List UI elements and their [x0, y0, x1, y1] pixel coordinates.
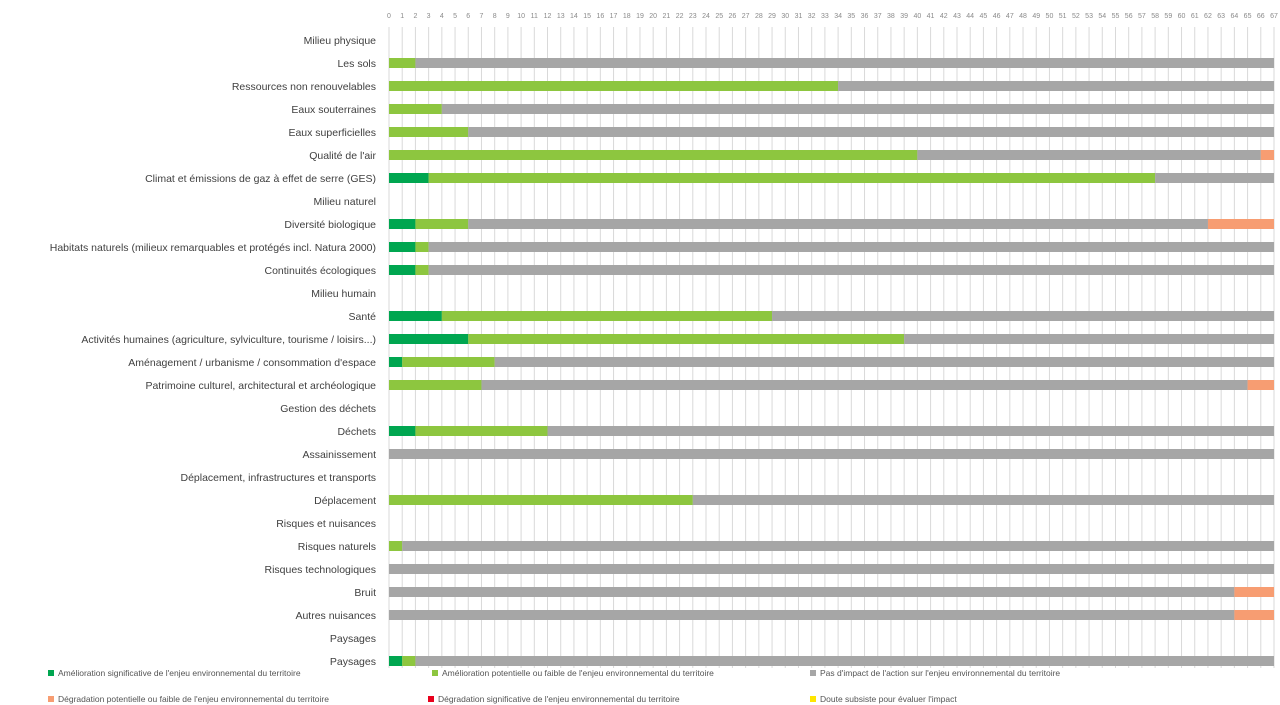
legend-swatch	[428, 696, 434, 702]
category-label: Déplacement	[314, 495, 376, 507]
category-label: Déplacement, infrastructures et transports	[180, 472, 376, 484]
x-tick-label: 14	[570, 13, 578, 20]
x-tick-label: 35	[847, 13, 856, 20]
bar-segment	[415, 656, 1274, 666]
x-tick-label: 50	[1045, 13, 1054, 20]
x-tick-label: 33	[820, 13, 829, 20]
legend-swatch	[48, 670, 54, 676]
x-tick-label: 51	[1058, 13, 1067, 20]
x-tick-label: 18	[622, 13, 631, 20]
x-tick-label: 24	[702, 13, 710, 20]
legend-label: Dégradation potentielle ou faible de l'enjeu environnemental du territoire	[58, 694, 329, 704]
x-tick-label: 29	[768, 13, 776, 20]
category-label: Milieu naturel	[313, 196, 376, 208]
x-tick-label: 21	[662, 13, 671, 20]
x-tick-label: 66	[1256, 13, 1265, 20]
bar-segment	[389, 242, 415, 252]
x-tick-label: 19	[636, 13, 644, 20]
x-tick-label: 6	[466, 13, 471, 20]
x-tick-label: 34	[834, 13, 843, 20]
x-tick-label: 47	[1005, 13, 1014, 20]
bar-segment	[389, 173, 429, 183]
category-label: Risques technologiques	[264, 564, 376, 576]
x-tick-label: 26	[728, 13, 737, 20]
x-tick-label: 32	[807, 13, 816, 20]
bar-segment	[415, 265, 428, 275]
x-tick-label: 44	[966, 13, 975, 20]
bar-segment	[468, 127, 1274, 137]
legend-swatch	[48, 696, 54, 702]
bar-segment	[402, 541, 1274, 551]
bar-segment	[389, 564, 1274, 574]
category-label: Qualité de l'air	[309, 150, 376, 162]
bar-segment	[389, 150, 917, 160]
category-label: Bruit	[354, 587, 376, 599]
bar-segment	[442, 311, 772, 321]
legend-swatch	[810, 670, 816, 676]
x-tick-label: 1	[400, 13, 405, 20]
bars	[389, 58, 1274, 666]
category-label: Risques naturels	[297, 541, 376, 553]
x-tick-label: 62	[1204, 13, 1212, 20]
x-tick-label: 67	[1270, 13, 1278, 20]
x-tick-label: 56	[1124, 13, 1133, 20]
x-tick-label: 53	[1085, 13, 1093, 20]
bar-segment	[429, 265, 1274, 275]
category-label: Autres nuisances	[295, 610, 376, 622]
bar-segment	[1261, 150, 1274, 160]
x-axis-ticks	[387, 13, 1278, 20]
category-label: Diversité biologique	[284, 219, 376, 231]
legend-label: Pas d'impact de l'action sur l'enjeu environnemental du territoire	[820, 668, 1061, 678]
x-tick-label: 0	[387, 13, 391, 20]
bar-segment	[389, 610, 1234, 620]
bar-segment	[1155, 173, 1274, 183]
bar-segment	[1208, 219, 1274, 229]
bar-segment	[389, 127, 468, 137]
x-tick-label: 5	[453, 13, 457, 20]
bar-segment	[389, 426, 415, 436]
bar-segment	[838, 81, 1274, 91]
bar-segment	[389, 104, 442, 114]
x-tick-label: 41	[926, 13, 935, 20]
legend-label: Amélioration significative de l'enjeu environnemental du territoire	[58, 668, 301, 678]
bar-segment	[772, 311, 1274, 321]
x-tick-label: 36	[860, 13, 869, 20]
legend-label: Amélioration potentielle ou faible de l'enjeu environnemental du territoire	[442, 668, 714, 678]
x-tick-label: 59	[1164, 13, 1173, 20]
category-label: Climat et émissions de gaz à effet de serre (GES)	[145, 173, 376, 185]
category-label: Milieu physique	[303, 35, 376, 47]
x-tick-label: 11	[530, 13, 538, 20]
bar-segment	[389, 334, 468, 344]
bar-segment	[389, 58, 415, 68]
bar-segment	[442, 104, 1274, 114]
x-tick-label: 13	[556, 13, 565, 20]
x-tick-label: 28	[754, 13, 763, 20]
bar-segment	[1234, 610, 1274, 620]
bar-segment	[389, 219, 415, 229]
x-tick-label: 63	[1217, 13, 1226, 20]
legend-item	[48, 668, 301, 678]
category-label: Eaux souterraines	[291, 104, 376, 116]
category-label: Risques et nuisances	[276, 518, 376, 530]
category-label: Déchets	[337, 426, 376, 438]
bar-segment	[1234, 587, 1274, 597]
legend	[48, 668, 1268, 704]
legend-swatch	[432, 670, 438, 676]
legend-label: Doute subsiste pour évaluer l'impact	[820, 694, 957, 704]
legend-swatch	[810, 696, 816, 702]
category-label: Continuités écologiques	[264, 265, 376, 277]
bar-segment	[548, 426, 1274, 436]
x-tick-label: 43	[953, 13, 961, 20]
x-tick-label: 12	[543, 13, 552, 20]
category-label: Aménagement / urbanisme / consommation d'espace	[128, 357, 376, 369]
bar-segment	[389, 311, 442, 321]
x-tick-label: 3	[426, 13, 431, 20]
x-tick-label: 65	[1243, 13, 1252, 20]
bar-segment	[402, 357, 494, 367]
legend-item	[48, 694, 329, 704]
category-label: Patrimoine culturel, architectural et archéologique	[145, 380, 376, 392]
x-tick-label: 17	[609, 13, 618, 20]
x-tick-label: 20	[649, 13, 658, 20]
x-tick-label: 55	[1111, 13, 1120, 20]
x-tick-label: 45	[979, 13, 988, 20]
x-tick-label: 61	[1190, 13, 1199, 20]
bar-segment	[415, 58, 1274, 68]
bar-segment	[389, 587, 1234, 597]
bar-segment	[389, 495, 693, 505]
bar-segment	[415, 219, 468, 229]
bar-segment	[468, 334, 904, 344]
x-tick-label: 54	[1098, 13, 1107, 20]
bar-segment	[468, 219, 1208, 229]
x-tick-label: 8	[492, 13, 497, 20]
legend-item	[428, 694, 680, 704]
category-label: Activités humaines (agriculture, sylviculture, tourisme / loisirs...)	[81, 334, 376, 346]
bar-segment	[389, 265, 415, 275]
category-label: Paysages	[329, 633, 376, 645]
legend-label: Dégradation significative de l'enjeu environnemental du territoire	[438, 694, 680, 704]
x-tick-label: 42	[939, 13, 948, 20]
x-tick-label: 49	[1032, 13, 1041, 20]
bar-segment	[495, 357, 1274, 367]
x-tick-label: 4	[439, 13, 444, 20]
bar-segment	[429, 242, 1274, 252]
category-label: Santé	[348, 311, 376, 323]
bar-segment	[389, 380, 481, 390]
category-label: Les sols	[337, 58, 376, 70]
x-tick-label: 38	[887, 13, 895, 20]
x-tick-label: 15	[583, 13, 592, 20]
x-tick-label: 7	[479, 13, 484, 20]
x-tick-label: 27	[741, 13, 750, 20]
bar-segment	[693, 495, 1274, 505]
bar-segment	[429, 173, 1155, 183]
legend-item	[810, 668, 1060, 678]
x-tick-label: 23	[688, 13, 697, 20]
x-tick-label: 64	[1230, 13, 1239, 20]
category-label: Milieu humain	[311, 288, 376, 300]
category-label: Eaux superficielles	[288, 127, 376, 139]
category-label: Paysages	[329, 656, 376, 668]
x-tick-label: 40	[913, 13, 922, 20]
legend-item	[432, 668, 714, 678]
x-tick-label: 58	[1151, 13, 1160, 20]
x-tick-label: 25	[715, 13, 724, 20]
bar-segment	[415, 426, 547, 436]
bar-segment	[904, 334, 1274, 344]
category-label: Habitats naturels (milieux remarquables et protégés incl. Natura 2000)	[49, 242, 376, 254]
x-tick-label: 22	[675, 13, 684, 20]
x-tick-label: 60	[1177, 13, 1186, 20]
category-label: Assainissement	[302, 449, 376, 461]
bar-segment	[415, 242, 428, 252]
bar-segment	[389, 541, 402, 551]
x-tick-label: 16	[596, 13, 605, 20]
bar-segment	[481, 380, 1247, 390]
bar-segment	[389, 81, 838, 91]
x-tick-label: 57	[1138, 13, 1146, 20]
bar-segment	[389, 449, 1274, 459]
x-tick-label: 10	[517, 13, 525, 20]
legend-item	[810, 694, 957, 704]
category-label: Gestion des déchets	[280, 403, 376, 415]
x-tick-label: 9	[505, 13, 510, 20]
category-labels	[50, 35, 377, 668]
x-tick-label: 48	[1019, 13, 1027, 20]
bar-segment	[1248, 380, 1274, 390]
x-tick-label: 52	[1071, 13, 1080, 20]
x-tick-label: 31	[794, 13, 803, 20]
x-tick-label: 2	[413, 13, 418, 20]
x-tick-label: 39	[900, 13, 909, 20]
x-tick-label: 37	[873, 13, 882, 20]
bar-segment	[389, 357, 402, 367]
bar-segment	[402, 656, 415, 666]
bar-segment	[389, 656, 402, 666]
x-tick-label: 46	[992, 13, 1001, 20]
bar-segment	[917, 150, 1260, 160]
x-tick-label: 30	[781, 13, 790, 20]
category-label: Ressources non renouvelables	[231, 81, 376, 93]
